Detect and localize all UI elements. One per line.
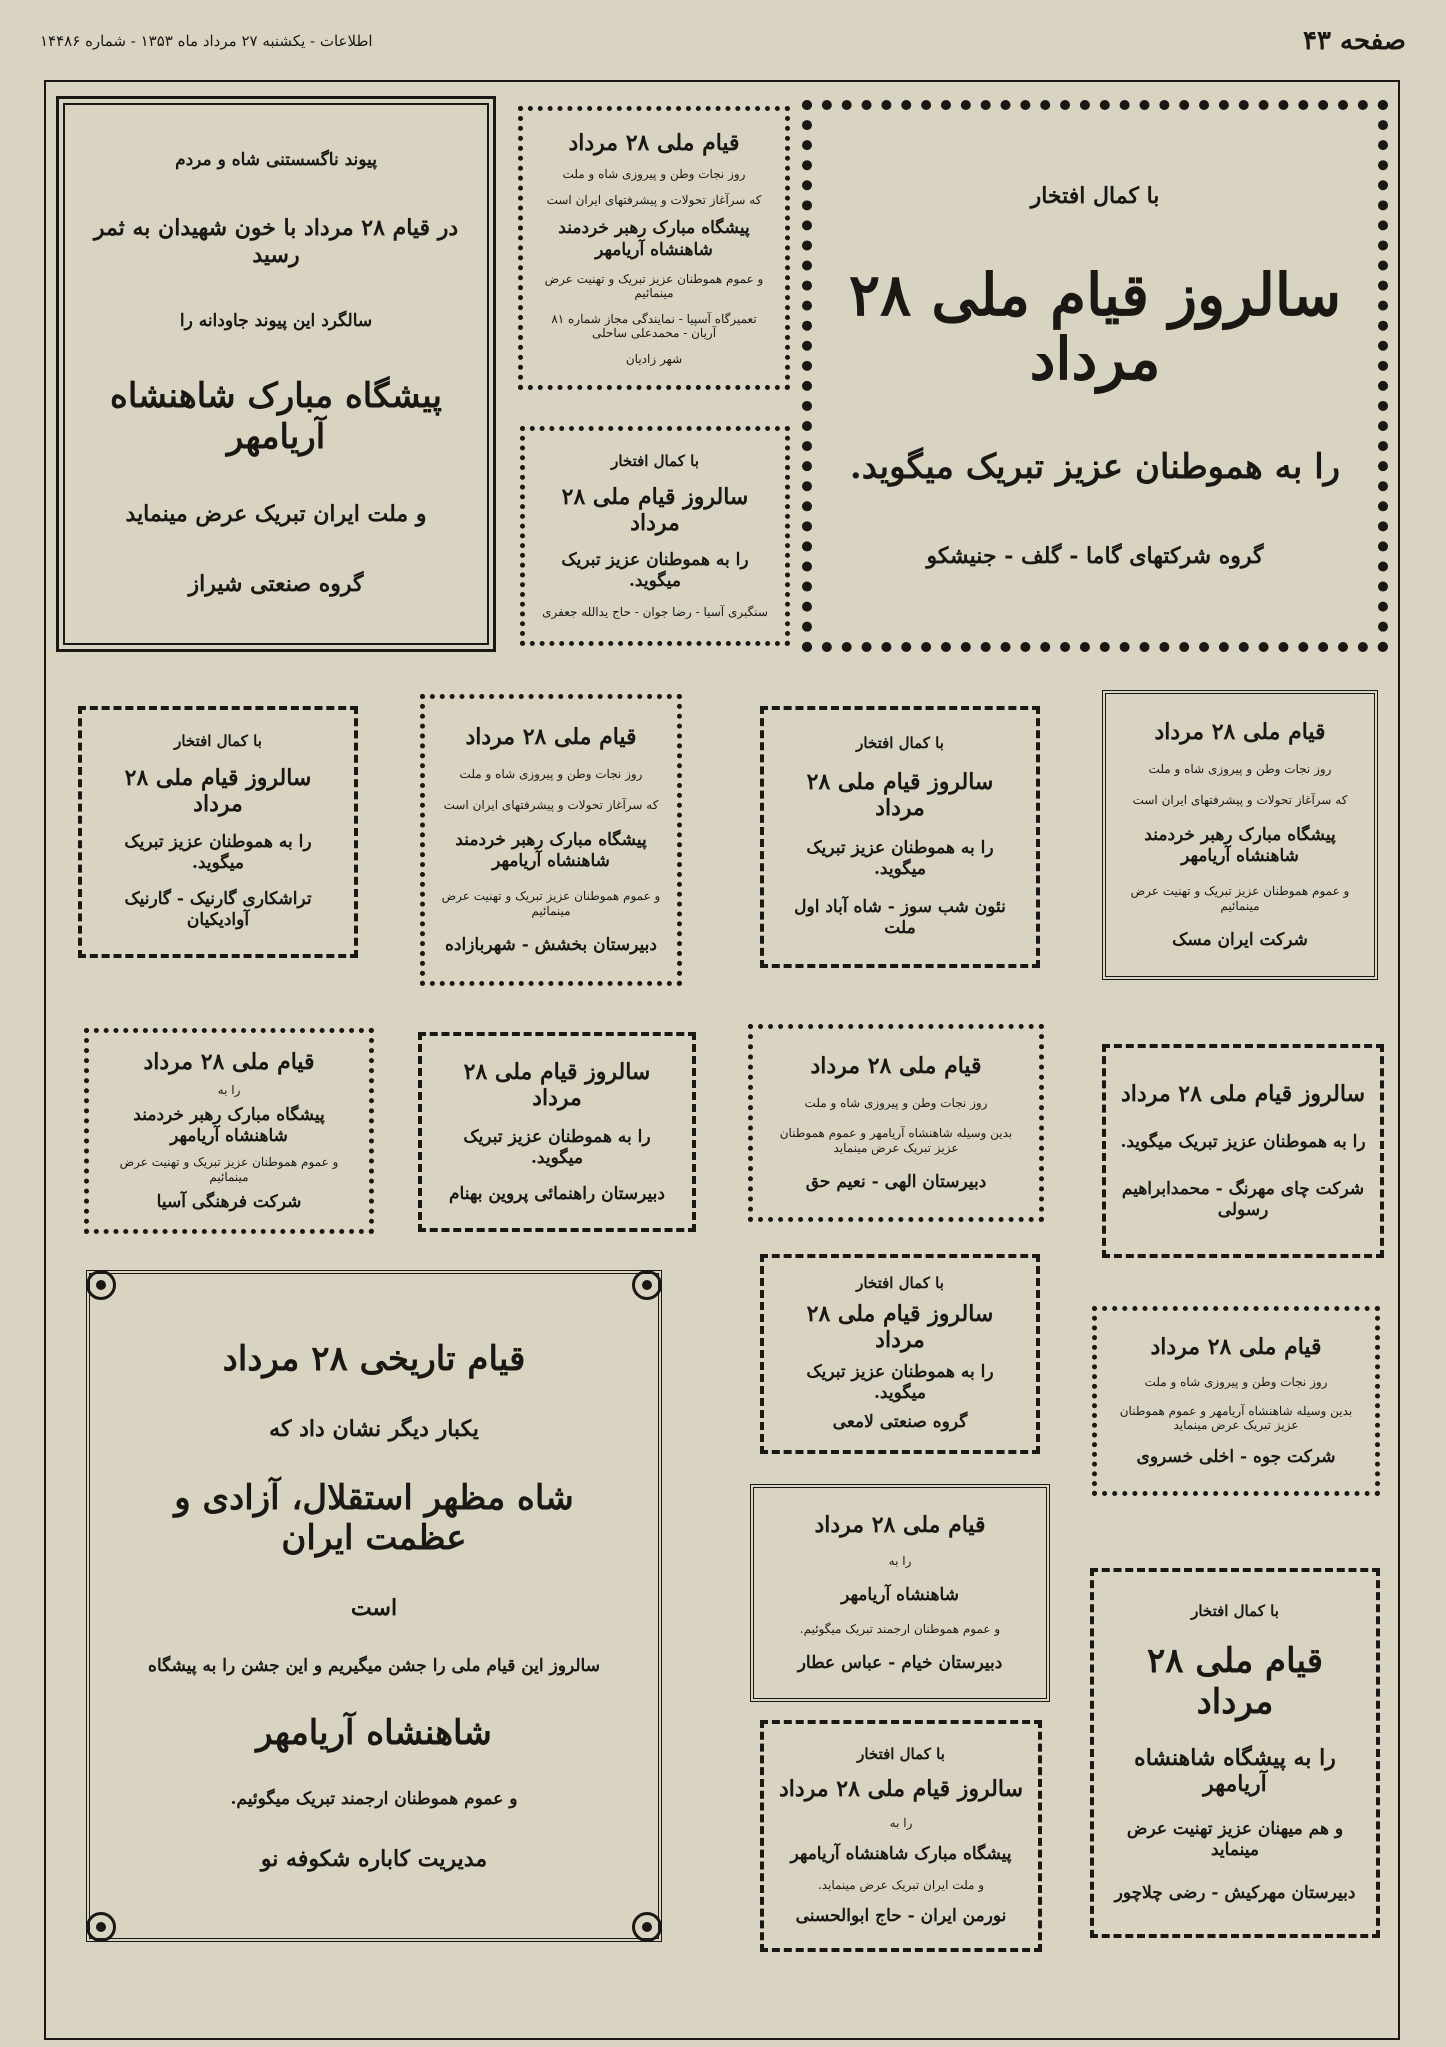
ad-headline: سالروز قیام ملی ۲۸ مرداد bbox=[806, 768, 994, 822]
ad-line: و عموم هموطنان عزیز تبریک و تهنیت عرض مینمائیم bbox=[441, 889, 661, 918]
ad-line: که سرآغاز تحولات و پیشرفتهای ایران است bbox=[443, 798, 659, 813]
ad-header: با کمال افتخار bbox=[856, 1274, 944, 1293]
ad-headline: قیام ملی ۲۸ مرداد bbox=[465, 723, 637, 750]
ad-headline: سالروز قیام ملی ۲۸ مرداد bbox=[1120, 1080, 1366, 1107]
ad-signature: نئون شب سوز - شاه آباد اول ملت bbox=[794, 897, 1006, 939]
ad-parvin-behnam-school bbox=[418, 1032, 696, 1232]
ad-header: با کمال افتخار bbox=[856, 734, 944, 753]
ad-signature: دبیرستان مهرکیش - رضی چلاچور bbox=[1114, 1883, 1356, 1904]
rosette-ornament bbox=[86, 1912, 116, 1942]
ad-signature: دبیرستان بخشش - شهربازاده bbox=[445, 934, 657, 955]
ad-signature: گروه شرکتهای گاما - گلف - جنیشکو bbox=[926, 542, 1264, 569]
ad-signature: دبیرستان خیام - عباس عطار bbox=[797, 1652, 1003, 1673]
ad-subheadline: را به هموطنان عزیز تبریک میگوید. bbox=[1120, 1132, 1366, 1153]
ad-line: و عموم هموطنان عزیز تبریک و تهنیت عرض مینمائیم bbox=[1130, 884, 1350, 913]
ad-shabsouz-neon bbox=[760, 706, 1040, 968]
ad-signature: شرکت ایران مسک bbox=[1172, 929, 1308, 950]
ad-subheadline: را به هموطنان عزیز تبریک میگوید. bbox=[849, 446, 1341, 487]
ad-line: سالگرد این پیوند جاودانه را bbox=[179, 311, 373, 332]
ad-headline: قیام ملی ۲۸ مرداد bbox=[810, 1053, 982, 1080]
ad-headline: قیام ملی ۲۸ مرداد bbox=[1150, 1333, 1322, 1360]
ad-line: روز نجات وطن و پیروزی شاه و ملت bbox=[804, 1095, 988, 1110]
ad-khayyam-school bbox=[750, 1484, 1050, 1702]
ad-signature: تعمیرگاه آسپیا - نمایندگی مجاز شماره ۸۱ آریان - محمدعلی ساحلی bbox=[551, 311, 757, 341]
ad-headline: قیام ملی ۲۸ مرداد bbox=[143, 1048, 315, 1075]
page-header bbox=[0, 0, 1446, 70]
ad-headline: قیام تاریخی ۲۸ مرداد bbox=[222, 1339, 526, 1380]
ad-line: در قیام ۲۸ مرداد با خون شهیدان به ثمر رسید bbox=[93, 215, 459, 268]
ad-elahi-school bbox=[748, 1024, 1044, 1222]
ad-line: شاهنشاه آریامهر bbox=[841, 1584, 959, 1605]
ad-line: و هم میهنان عزیز تهنیت عرض مینماید bbox=[1126, 1818, 1344, 1861]
ad-line: پیشگاه مبارک رهبر خردمند شاهنشاه آریامهر bbox=[1144, 824, 1336, 866]
ad-headline: سالروز قیام ملی ۲۸ مرداد bbox=[124, 764, 312, 818]
ad-line: روز نجات وطن و پیروزی شاه و ملت bbox=[1148, 762, 1332, 777]
ad-headline: سالروز قیام ملی ۲۸ مرداد bbox=[463, 1058, 651, 1112]
ad-header: با کمال افتخار bbox=[611, 452, 699, 471]
ad-khosravi-company bbox=[1092, 1306, 1380, 1496]
ad-line: را به bbox=[217, 1082, 241, 1097]
ad-subheadline: را به هموطنان عزیز تبریک میگوید. bbox=[806, 838, 994, 880]
ad-headline: سالروز قیام ملی ۲۸ مرداد bbox=[806, 1300, 994, 1353]
ad-signature: گروه صنعتی شیراز bbox=[188, 571, 364, 598]
ad-subheadline: را به هموطنان عزیز تبریک میگوید. bbox=[463, 1126, 651, 1168]
ad-header: با کمال افتخار bbox=[1191, 1601, 1279, 1620]
ad-line: را به bbox=[888, 1554, 912, 1569]
ad-asia-cultural-company bbox=[84, 1028, 374, 1234]
ad-line: روز نجات وطن و پیروزی شاه و ملت bbox=[1144, 1374, 1328, 1389]
ad-iran-mask-company bbox=[1102, 690, 1378, 980]
ad-bakhtiar-school bbox=[420, 694, 682, 986]
ad-line: و ملت ایران تبریک عرض مینماید. bbox=[817, 1877, 985, 1892]
ad-header: با کمال افتخار bbox=[857, 1745, 945, 1764]
dateline: اطلاعات - یکشنبه ۲۷ مرداد ماه ۱۳۵۳ - شماره ۱۴۴۸۶ bbox=[40, 32, 373, 50]
ad-line: پیشگاه مبارک رهبر خردمند شاهنشاه آریامهر bbox=[455, 829, 647, 871]
ad-subheadline: را به هموطنان عزیز تبریک میگوید. bbox=[806, 1361, 994, 1403]
ad-line: بدین وسیله شاهنشاه آریامهر و عموم هموطنان عزیز تبریک عرض مینماید bbox=[1119, 1403, 1353, 1433]
ad-signature: دبیرستان الهی - نعیم حق bbox=[805, 1171, 987, 1192]
ad-signature: تراشکاری گارنیک - گارنیک آوادیکیان bbox=[124, 889, 312, 931]
ad-line: و عموم هموطنان ارجمند تبریک میگوئیم. bbox=[230, 1789, 518, 1810]
ad-line: سالروز این قیام ملی را جشن میگیریم و این جشن را به پیشگاه bbox=[148, 1656, 600, 1677]
ad-line: پیوند ناگسستنی شاه و مردم bbox=[175, 150, 377, 171]
ad-line: که سرآغاز تحولات و پیشرفتهای ایران است bbox=[546, 192, 762, 207]
ad-header: با کمال افتخار bbox=[174, 732, 262, 751]
ad-line: و ملت ایران تبریک عرض مینماید bbox=[125, 501, 427, 528]
rosette-ornament bbox=[632, 1912, 662, 1942]
ad-signature: نورمن ایران - حاج ابوالحسنی bbox=[795, 1905, 1007, 1926]
ad-gama-gulf-group bbox=[802, 100, 1388, 652]
ad-lamei-industrial-group bbox=[760, 1254, 1040, 1454]
ad-line: و عموم هموطنان عزیز تبریک و تهنیت عرض مینمائیم bbox=[119, 1155, 339, 1184]
ad-subheadline: را به هموطنان عزیز تبریک میگوید. bbox=[124, 832, 312, 874]
ad-garnik-lathe-shop bbox=[78, 706, 358, 958]
ad-headline: شاهنشاه آریامهر bbox=[256, 1713, 492, 1754]
ad-subheadline: را به هموطنان عزیز تبریک میگوید. bbox=[561, 549, 749, 591]
ad-subheadline: را به پیشگاه شاهنشاه آریامهر bbox=[1134, 1744, 1336, 1797]
ad-headline: قیام ملی ۲۸ مرداد bbox=[1147, 1641, 1323, 1723]
ad-headline: پیشگاه مبارک شاهنشاه آریامهر bbox=[110, 376, 442, 457]
ad-signature: شرکت فرهنگی آسیا bbox=[156, 1191, 302, 1212]
ad-mehrkish-school bbox=[1090, 1568, 1380, 1938]
rosette-ornament bbox=[632, 1270, 662, 1300]
ad-headline: قیام ملی ۲۸ مرداد bbox=[568, 130, 740, 157]
ad-signature: شرکت چای مهرنگ - محمدابراهیم رسولی bbox=[1121, 1178, 1365, 1220]
ad-signature: گروه صنعتی لامعی bbox=[832, 1412, 968, 1433]
ad-shiraz-industrial-group bbox=[56, 96, 496, 652]
ad-nour-iran bbox=[760, 1720, 1042, 1952]
ad-headline: قیام ملی ۲۸ مرداد bbox=[1154, 718, 1326, 745]
rosette-ornament bbox=[86, 1270, 116, 1300]
page-number: صفحه ۴۳ bbox=[1303, 26, 1406, 56]
ad-line: روز نجات وطن و پیروزی شاه و ملت bbox=[459, 767, 643, 782]
ad-line: و عموم هموطنان ارجمند تبریک میگوئیم. bbox=[799, 1622, 1001, 1637]
ad-header: با کمال افتخار bbox=[1030, 182, 1160, 209]
ad-signature: دبیرستان راهنمائی پروین بهنام bbox=[449, 1183, 665, 1204]
ad-line: است bbox=[350, 1594, 398, 1621]
ad-line: پیشگاه مبارک رهبر خردمند شاهنشاه آریامهر bbox=[133, 1105, 325, 1147]
ad-headline: شاه مظهر استقلال، آزادی و عظمت ایران bbox=[174, 1477, 574, 1559]
ad-headline: سالروز قیام ملی ۲۸ مرداد bbox=[778, 1776, 1024, 1803]
ad-headline: سالروز قیام ملی ۲۸ مرداد bbox=[848, 261, 1342, 394]
ad-signature: شرکت جوه - اخلی خسروی bbox=[1136, 1447, 1336, 1468]
ad-line: یکبار دیگر نشان داد که bbox=[269, 1415, 479, 1442]
ad-line: روز نجات وطن و پیروزی شاه و ملت bbox=[562, 167, 746, 182]
ad-line: که سرآغاز تحولات و پیشرفتهای ایران است bbox=[1132, 793, 1348, 808]
ad-line: و عموم هموطنان عزیز تبریک و تهنیت عرض مینمائیم bbox=[544, 271, 764, 301]
ad-line: پیشگاه مبارک رهبر خردمند شاهنشاه آریامهر bbox=[558, 218, 750, 260]
ad-asia-stone-cutting bbox=[520, 426, 790, 646]
ad-shekoufe-no-cabaret bbox=[86, 1270, 662, 1942]
ad-headline: قیام ملی ۲۸ مرداد bbox=[814, 1512, 986, 1539]
ad-saheli-repair-shop bbox=[518, 106, 790, 390]
ad-signature: شهر زادیان bbox=[625, 351, 683, 366]
ad-line: پیشگاه مبارک شاهنشاه آریامهر bbox=[790, 1843, 1012, 1864]
ad-mahak-tea-company bbox=[1102, 1044, 1384, 1258]
ad-signature: سنگبری آسیا - رضا جوان - حاج یدالله جعفری bbox=[542, 605, 768, 620]
ad-headline: سالروز قیام ملی ۲۸ مرداد bbox=[561, 483, 749, 536]
ad-line: را به bbox=[889, 1815, 913, 1830]
ad-line: بدین وسیله شاهنشاه آریامهر و عموم هموطنان عزیز تبریک عرض مینماید bbox=[779, 1126, 1013, 1155]
ad-signature: مدیریت کاباره شکوفه نو bbox=[260, 1846, 488, 1873]
